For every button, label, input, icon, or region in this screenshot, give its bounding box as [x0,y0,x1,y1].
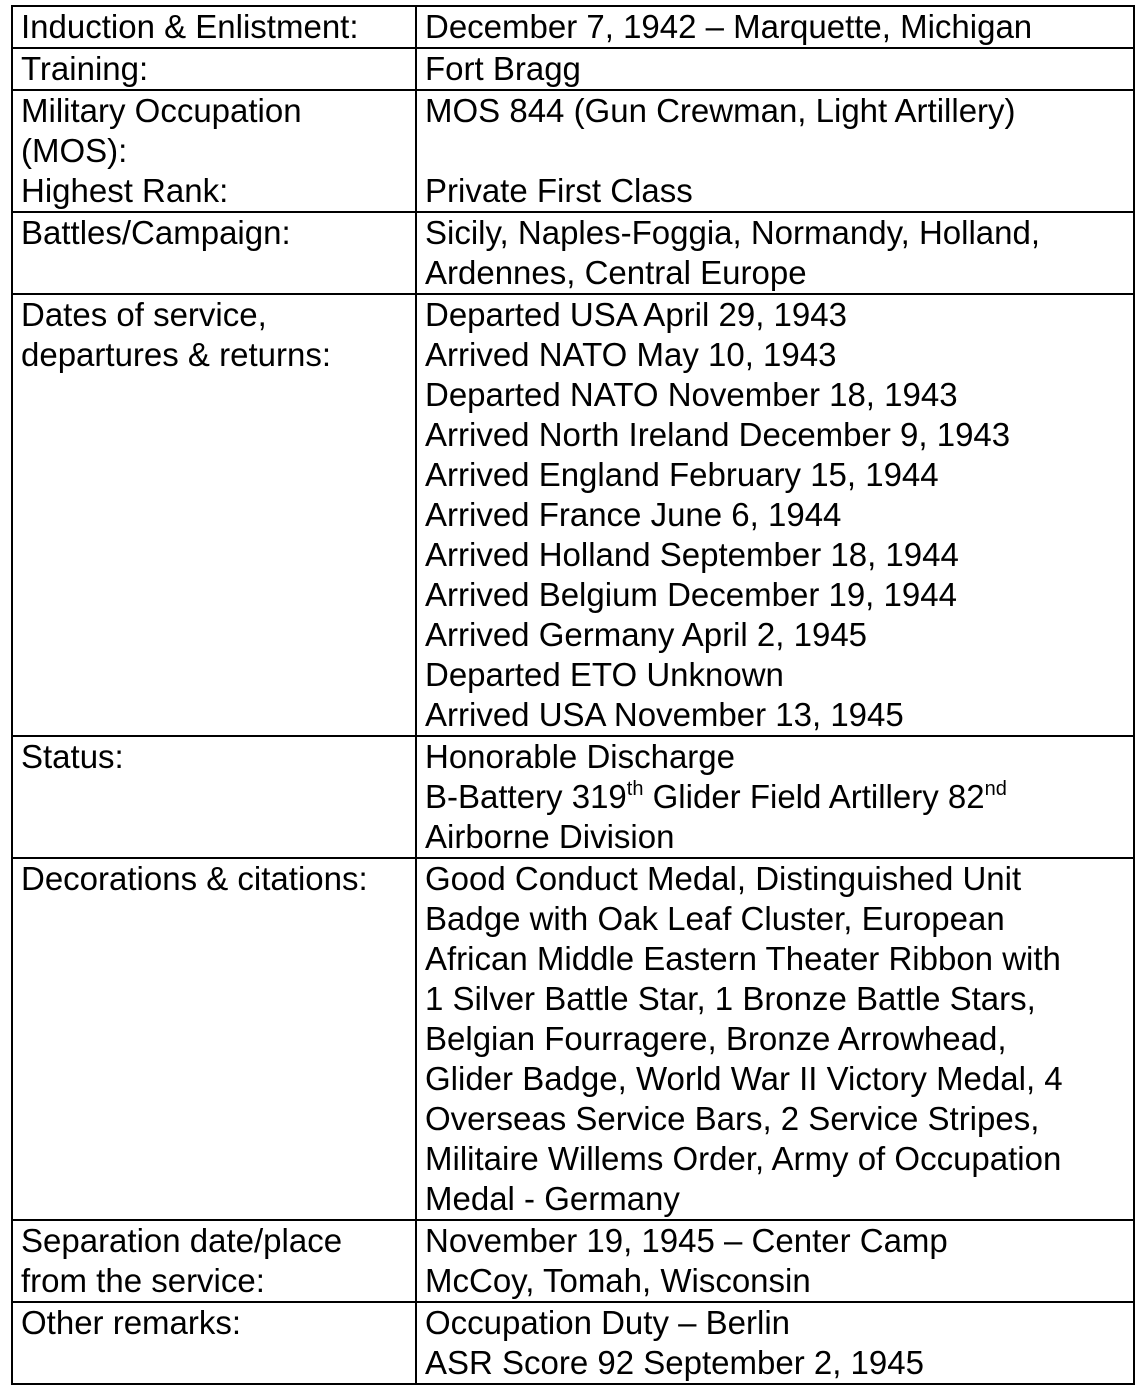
value-cell [416,858,1134,1220]
row-value: Occupation Duty – Berlin [425,1304,791,1341]
decoration-line: Belgian Fourragere, Bronze Arrowhead, [425,1020,1007,1057]
row-value: Airborne Division [425,818,675,855]
ordinal-suffix: th [626,778,644,800]
label-cell [12,858,416,1220]
row-label: Highest Rank: [21,172,229,209]
date-entry: Arrived France June 6, 1944 [425,496,842,533]
label-cell [12,90,416,212]
value-cell [416,736,1134,858]
date-entry: Arrived North Ireland December 9, 1943 [425,416,1011,453]
decoration-line: Badge with Oak Leaf Cluster, European [425,900,1005,937]
row-label: Other remarks: [21,1304,242,1341]
value-cell [416,294,1134,736]
decoration-line: Glider Badge, World War II Victory Medal, 4 [425,1060,1063,1097]
row-label: Induction & Enlistment: [21,8,359,45]
row-label: Battles/Campaign: [21,214,291,251]
decoration-line: Militaire Willems Order, Army of Occupation [425,1140,1062,1177]
row-label: (MOS): [21,132,128,169]
label-cell [12,48,416,90]
row-value: Sicily, Naples-Foggia, Normandy, Holland, [425,214,1041,251]
value-cell [416,90,1134,212]
unit-text: Glider Field Artillery 82 [643,778,985,815]
date-entry: Arrived Holland September 18, 1944 [425,536,959,573]
table-row-training [12,48,1134,90]
table-row-remarks [12,1302,1134,1384]
label-cell [12,1302,416,1384]
date-entry: Arrived Belgium December 19, 1944 [425,576,957,613]
table-row-dates [12,294,1134,736]
value-cell [416,48,1134,90]
row-value: December 7, 1942 – Marquette, Michigan [425,8,1033,45]
date-entry: Arrived England February 15, 1944 [425,456,939,493]
value-cell [416,212,1134,294]
date-entry: Departed ETO Unknown [425,656,784,693]
date-entry: Arrived NATO May 10, 1943 [425,336,837,373]
label-cell [12,212,416,294]
row-label: Training: [21,50,149,87]
row-label: Military Occupation [21,92,302,129]
row-label: from the service: [21,1262,265,1299]
decoration-line: 1 Silver Battle Star, 1 Bronze Battle Stars, [425,980,1036,1017]
label-cell [12,6,416,48]
table-row-separation [12,1220,1134,1302]
date-entry: Arrived Germany April 2, 1945 [425,616,868,653]
value-cell [416,6,1134,48]
label-cell [12,1220,416,1302]
decoration-line: Good Conduct Medal, Distinguished Unit [425,860,1022,897]
decoration-line: Overseas Service Bars, 2 Service Stripes, [425,1100,1040,1137]
unit-line [425,777,1125,817]
table-row-battles [12,212,1134,294]
table-row-induction [12,6,1134,48]
row-label: Separation date/place [21,1222,343,1259]
date-entry: Arrived USA November 13, 1945 [425,696,904,733]
row-value: MOS 844 (Gun Crewman, Light Artillery) [425,92,1016,129]
ordinal-suffix: nd [984,778,1007,800]
unit-text: B-Battery 319 [425,778,627,815]
value-cell [416,1220,1134,1302]
row-value: November 19, 1945 – Center Camp [425,1222,948,1259]
table-row-mos-rank [12,90,1134,212]
row-value: ASR Score 92 September 2, 1945 [425,1344,924,1381]
row-value: McCoy, Tomah, Wisconsin [425,1262,811,1299]
row-value: Ardennes, Central Europe [425,254,807,291]
row-label: Dates of service, [21,296,267,333]
decoration-line: African Middle Eastern Theater Ribbon with [425,940,1061,977]
row-value [425,131,1125,171]
label-cell [12,736,416,858]
date-entry: Departed NATO November 18, 1943 [425,376,958,413]
label-cell [12,294,416,736]
row-label: Decorations & citations: [21,860,368,897]
value-cell [416,1302,1134,1384]
date-entry: Departed USA April 29, 1943 [425,296,847,333]
row-value: Private First Class [425,172,693,209]
row-label: Status: [21,738,124,775]
row-label: departures & returns: [21,336,331,373]
service-record-table [11,5,1135,1385]
decoration-line: Medal - Germany [425,1180,680,1217]
table-row-status [12,736,1134,858]
row-value: Fort Bragg [425,50,581,87]
table-row-decorations [12,858,1134,1220]
row-value: Honorable Discharge [425,738,736,775]
